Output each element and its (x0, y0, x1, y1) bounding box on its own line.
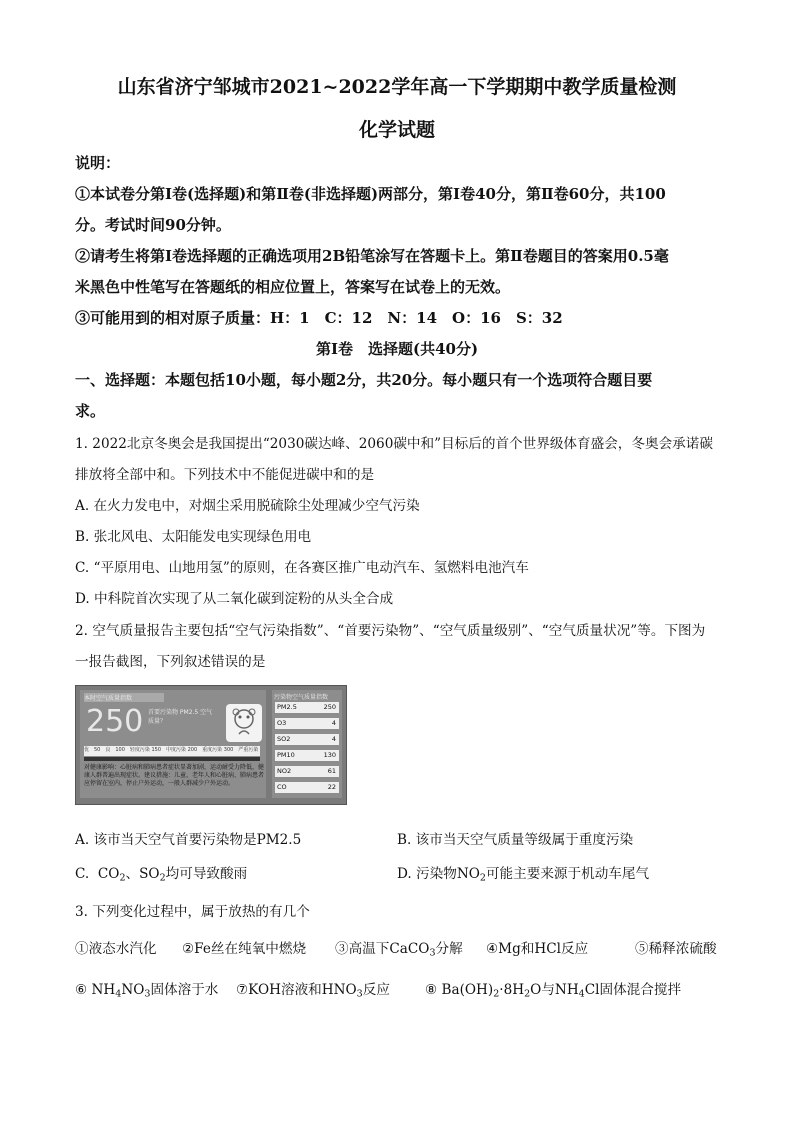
q3-item-3: ③高温下CaCO$_3$分解 (335, 941, 463, 959)
pollutant-panel (272, 690, 342, 798)
mascot-icon (226, 704, 262, 742)
instruction-line-2: 分。考试时间90分钟。 (75, 216, 231, 234)
pollutant-row: PM10 130 (275, 750, 339, 761)
q3-item-2: ②Fe丝在纯氧中燃烧 (182, 941, 307, 957)
q1-option-d: D. 中科院首次实现了从二氧化碳到淀粉的从头全合成 (75, 591, 394, 607)
q3-item-8: ⑧ $Ba(OH)_2\cdot 8H_2O$与$NH_4Cl$固体混合搅拌 (425, 982, 682, 1000)
pollutant-row: NO2 61 (275, 766, 339, 777)
instructions-heading: 说明： (75, 154, 121, 172)
q3-item-6: ⑥ $NH_4NO_3$固体溶于水 (75, 982, 219, 1000)
q3-item-5: ⑤稀释浓硫酸 (635, 941, 717, 957)
q1-stem-1: 1. 2022北京冬奥会是我国提出“2030碳达峰、2060碳中和”目标后的首个世界级体育盛会，冬奥会承诺碳 (75, 436, 713, 452)
q3-stem: 3. 下列变化过程中，属于放热的有几个 (75, 904, 310, 920)
paper-subtitle: 化学试题 (358, 119, 435, 141)
pollutant-row: CO 22 (275, 782, 339, 793)
section-title: 第Ⅰ卷 选择题(共40分) (315, 340, 479, 358)
instruction-line-1: ①本试卷分第Ⅰ卷(选择题)和第Ⅱ卷(非选择题)两部分，第Ⅰ卷40分，第Ⅱ卷60分，共100 (75, 185, 666, 203)
q1-option-c: C. “平原用电、山地用氢”的原则，在各赛区推广电动汽车、氢燃料电池汽车 (75, 560, 529, 576)
q2-stem-2: 一报告截图，下列叙述错误的是 (75, 654, 266, 670)
instruction-line-3: ②请考生将第Ⅰ卷选择题的正确选项用2B铅笔涂写在答题卡上。第Ⅱ卷题目的答案用0.5毫 (75, 247, 669, 265)
pollutant-row: PM2.5 250 (275, 702, 339, 713)
q2-stem-1: 2. 空气质量报告主要包括“空气污染指数”、“首要污染物”、“空气质量级别”、“空气质量状况”等。下图为 (75, 623, 706, 639)
aqi-scale-labels: 优 50 良 100 轻度污染 150 中度污染 200 重度污染 300 严重污染 (84, 746, 260, 756)
pollutant-panel-header: 污染物空气质量指数 (274, 694, 329, 701)
q3-item-4: ④Mg和HCl反应 (486, 941, 589, 957)
q2-option-c: C. $CO_2$、$SO_2$均可导致酸雨 (75, 866, 248, 884)
health-tips: 对健康影响：心脏病和肺病患者症状显著加剧，运动耐受力降低，健康人群普遍出现症状。建议措施：儿童、老年人和心脏病、肺病患者应停留在室内，停止户外运动，一般人群减少户外运动。 (84, 764, 265, 787)
q1-option-a: A. 在火力发电中，对烟尘采用脱硫除尘处理减少空气污染 (75, 498, 420, 514)
q2-option-a: A. 该市当天空气首要污染物是PM2.5 (75, 832, 302, 848)
q3-item-1: ①液态水汽化 (75, 941, 157, 957)
q1-option-b: B. 张北风电、太阳能发电实现绿色用电 (75, 529, 312, 545)
paper-title: 山东省济宁邹城市2021~2022学年高一下学期期中教学质量检测 (117, 76, 677, 98)
q2-option-b: B. 该市当天空气质量等级属于重度污染 (397, 832, 634, 848)
pollutant-row: O3 4 (275, 718, 339, 729)
aqi-value: 250 (86, 704, 144, 739)
aqi-panel (80, 690, 266, 798)
aqi-panel-header: 本时空气质量指数 (84, 693, 164, 702)
section-intro-2: 求。 (75, 402, 106, 420)
q1-stem-2: 排放将全部中和。下列技术中不能促进碳中和的是 (75, 467, 375, 483)
section-intro-1: 一、选择题：本题包括10小题，每小题2分，共20分。每小题只有一个选项符合题目要 (75, 371, 653, 389)
q2-option-d: D. 污染物$NO_2$可能主要来源于机动车尾气 (397, 866, 650, 884)
aqi-note: 首要污染物 PM2.5 空气质量？ (148, 709, 213, 725)
instruction-line-4: 米黑色中性笔写在答题纸的相应位置上，答案写在试卷上的无效。 (75, 278, 511, 296)
pollutant-row: SO2 4 (275, 734, 339, 745)
aqi-scale-bar (84, 757, 260, 761)
air-quality-report-image (75, 685, 347, 805)
instruction-line-5: ③可能用到的相对原子质量：H：1 C：12 N：14 O：16 S：32 (75, 309, 563, 327)
q3-item-7: ⑦KOH溶液和$HNO_3$反应 (236, 982, 390, 1000)
